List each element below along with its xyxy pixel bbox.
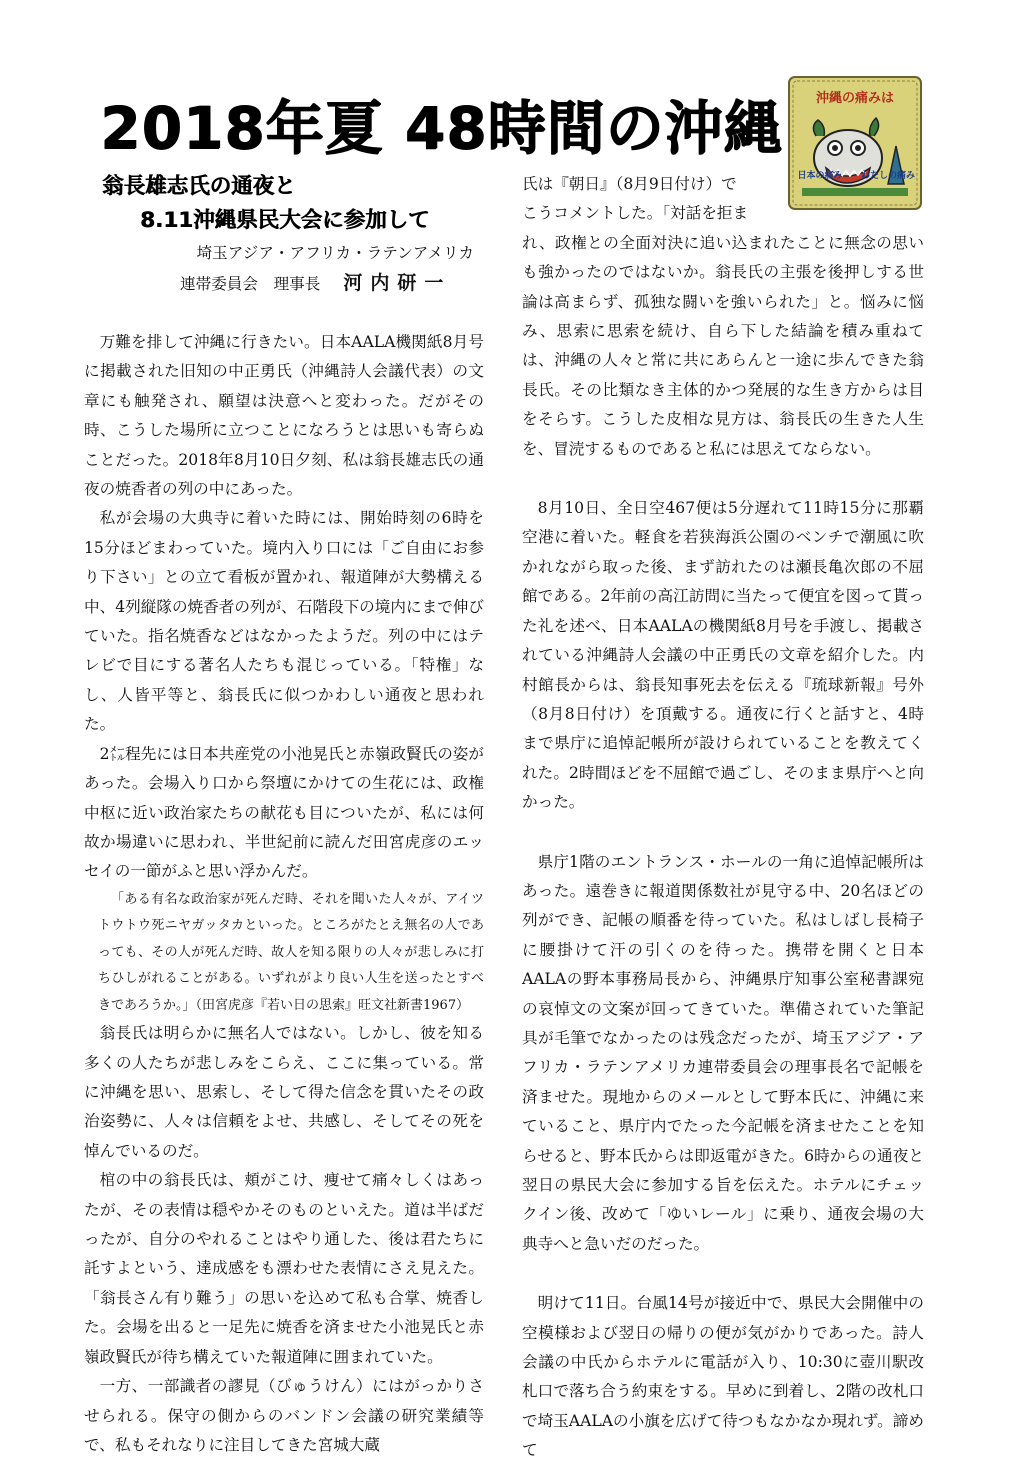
subtitle-line-2: 8.11沖縄県民大会に参加して — [140, 208, 430, 233]
paragraph: 棺の中の翁長氏は、頬がこけ、痩せて痛々しくはあったが、その表情は穏やかそのものといえた。道は半ばだったが、自分のやれることはやり通した、後は君たちに託すよという、達成感をも漂わせた表情にさえ見えた。「翁長さん有り難う」の思いを込めて私も合掌、焼香した。会場を出ると一足先に焼香を済ませた小池晃氏と赤嶺政賢氏が待ち構えていた報道陣に囲まれていた。 — [84, 1171, 484, 1366]
spacer — [522, 818, 924, 848]
stamp-left-text: 日本の痛み — [797, 171, 843, 181]
paragraph: 県庁1階のエントランス・ホールの一角に追悼記帳所はあった。遠巻きに報道関係数社が見守る中、20名ほどの列ができ、記帳の順番を待っていた。私はしばし長椅子に腰掛けて汗の引くのを待った。携帯を開くと日本AALAの野本事務局長から、沖縄県庁知事公室秘書課宛の哀悼文の文案が回ってきていた。準備されていた筆記具が毛筆でなかったのは残念だったが、埼玉アジア・アフリカ・ラテンアメリカ連帯委員会の理事長名で記帳を済ませた。現地からのメールとして野本氏に、沖縄に来ていること、県庁内でたった今記帳を済ませたことを知らせると、野本氏からは即返電がきた。6時からの通夜と翌日の県民大会に参加する旨を伝えた。ホテルにチェックイン後、改めて「ゆいレール」に乗り、通夜会場の大典寺へと急いだのだった。 — [522, 852, 924, 1253]
paragraph-continued-line: こうコメントした。「対話を拒ま — [522, 204, 749, 223]
spacer — [84, 298, 484, 328]
article-title: 2018年夏 48時間の沖縄 — [100, 94, 783, 162]
right-column — [522, 170, 924, 1466]
author-line — [84, 268, 484, 298]
paragraph: 翁長氏は明らかに無名人ではない。しかし、彼を知る多くの人たちが悲しみをこらえ、ここに集っている。常に沖縄を思い、思索し、そして得た信念を貫いたその政治姿勢に、人々は信頼をよせ、共感し、そしてその死を悼んでいるのだ。 — [84, 1024, 484, 1160]
paragraph: 2㍍程先には日本共産党の小池晃氏と赤嶺政賢氏の姿があった。会場入り口から祭壇にかけての生花には、政権中枢に近い政治家たちの献花も目についたが、私には何故か場違いに思われ、半世紀前に読んだ田宮虎彦のエッセイの一節がふと思い浮かんだ。 — [84, 744, 484, 881]
paragraph-continued: れ、政権との全面対決に追い込まれたことに無念の思いも強かったのではないか。翁長氏の主張を後押しする世論は高まらず、孤独な闘いを強いられた」と。悩みに悩み、思索に思索を続け、自ら下した結論を積み重ねては、沖縄の人々と常に共にあらんと一途に歩んできた翁長氏。その比類なき主体的かつ発展的な生き方からは目をそらす。こうした皮相な見方は、翁長氏の生きた人生を、冒涜するものであると私には思えてならない。 — [522, 233, 924, 458]
stamp-top-text: 沖縄の痛みは — [815, 91, 895, 106]
author-name: 河内研一 — [343, 272, 452, 294]
paragraph: 明けて11日。台風14号が接近中で、県民大会開催中の空模様および翌日の帰りの便が気がかりであった。詩人会議の中氏からホテルに電話が入り、10:30に壺川駅改札口で落ち合う約束をする。早めに到着し、2階の改札口で埼玉AALAの小旗を広げて待つもなかなか現れず。諦めて — [522, 1294, 924, 1460]
subtitle-line-1: 翁長雄志氏の通夜と — [102, 174, 296, 199]
paragraph: 8月10日、全日空467便は5分遅れて11時15分に那覇空港に着いた。軽食を若狭海浜公園のベンチで潮風に吹かれながら取った後、まず訪れたのは瀬長亀次郎の不屈館である。2年前の高江訪問に当たって便宜を図って貰った礼を述べ、日本AALAの機関紙8月号を手渡し、掲載されている沖縄詩人会議の中正勇氏の文章を紹介した。内村館長からは、翁長知事死去を伝える『琉球新報』号外（8月8日付け）を頂戴する。通夜に行くと話すと、4時まで県庁に追悼記帳所が設けられていることを教えてくれた。2時間ほどを不屈館で過ごし、そのまま県庁へと向かった。 — [522, 499, 924, 812]
author-role: 連帯委員会 理事長 — [180, 275, 321, 293]
author-organization: 埼玉アジア・アフリカ・ラテンアメリカ — [196, 244, 474, 262]
spacer — [522, 1259, 924, 1289]
paragraph-continued-line: 氏は『朝日』（8月9日付け）で — [522, 175, 737, 193]
left-column — [84, 170, 484, 1460]
stamp-right-text: わたしの痛み — [860, 171, 916, 181]
paragraph: 私が会場の大典寺に着いた時には、開始時刻の6時を15分ほどまわっていた。境内入り口には「ご自由にお参り下さい」との立て看板が置かれ、報道陣が大勢構える中、4列縦隊の焼香者の列が、石階段下の境内にまで伸びていた。指名焼香などはなかったようだ。列の中にはテレビで目にする著名人たちも混じっている。「特権」なし、人皆平等と、翁長氏に似つかわしい通夜と思われた。 — [84, 509, 484, 734]
paragraph: 万難を排して沖縄に行きたい。日本AALA機関紙8月号に掲載された旧知の中正勇氏（沖縄詩人会議代表）の文章にも触発され、願望は決意へと変わった。だがその時、こうした場所に立つことになろうとは思いも寄らぬことだった。2018年8月10日夕刻、私は翁長雄志氏の通夜の焼香者の列の中にあった。 — [84, 333, 484, 499]
paragraph: 一方、一部識者の謬見（びゅうけん）にはがっかりさせられる。保守の側からのバンドン会議の研究業績等で、私もそれなりに注目してきた宮城大蔵 — [84, 1377, 484, 1454]
spacer — [522, 464, 924, 494]
quotation: 「ある有名な政治家が死んだ時、それを聞いた人々が、アイツトウトウ死ニヤガッタカといった。ところがたとえ無名の人であっても、その人が死んだ時、故人を知る限りの人々が悲しみに打ちひしがれることがある。いずれがより良い人生を送ったとすべきであろうか。」（田宮虎彦『若い日の思索』旺文社新書1967） — [98, 891, 484, 1013]
